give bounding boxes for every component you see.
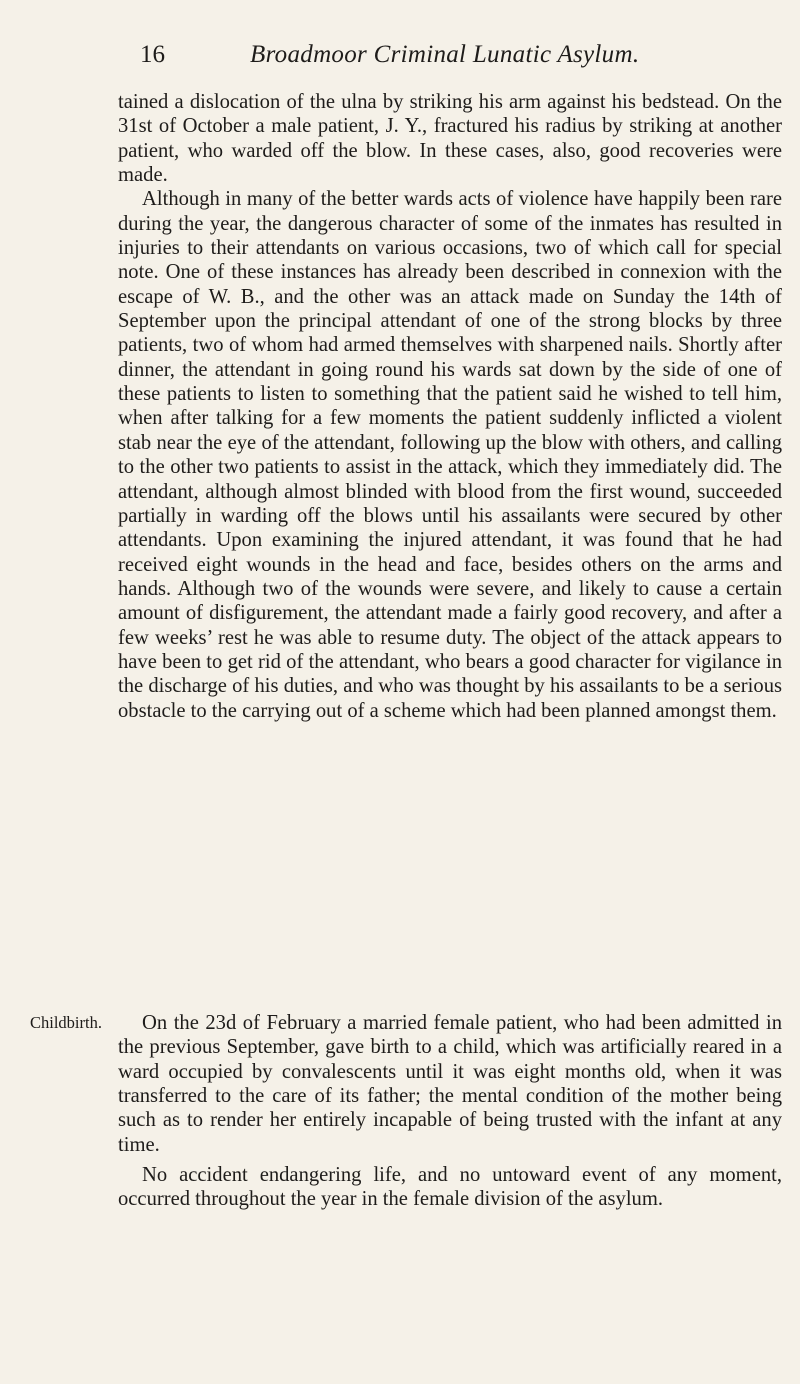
childbirth-section [118, 1011, 782, 1157]
paragraph-female-division: No accident endangering life, and no untoward event of any moment, occurred throughout the year in the female division of the asylum. [118, 1164, 782, 1211]
page-header [140, 38, 780, 72]
paragraph-childbirth: On the 23d of February a married female patient, who had been admitted in the previous September, gave birth to a child, which was artificially reared in a ward occupied by convalescents until it was eight months old, when it was transferred to the care of its father; the mental condition of the mother being such as to render her entirely incapable of being trusted with the infant at any time. [118, 1012, 782, 1156]
sidenote-childbirth: Childbirth. [30, 1013, 102, 1032]
paragraph-continuation: tained a dislocation of the ulna by striking his arm against his bedstead. On the 31st of October a male patient, J. Y., fractured his radius by striking at another patient, who warded off the blow. In these cases, also, good recoveries were made. [118, 91, 782, 187]
main-text-block [118, 90, 782, 723]
page-number: 16 [140, 41, 165, 68]
running-title: Broadmoor Criminal Lunatic Asylum. [250, 41, 640, 68]
female-division-section [118, 1163, 782, 1212]
paragraph-attack-on-attendant: Although in many of the better wards acts of violence have happily been rare during the year, the dangerous character of some of the inmates has resulted in injuries to their attendants on various occasions, two of which call for special note. One of these instances has already been described in connexion with the escape of W. B., and the other was an attack made on Sunday the 14th of September upon the principal attendant of one of the strong blocks by three patients, two of whom had armed themselves with sharpened nails. Shortly after dinner, the attendant in going round his wards sat down by the side of one of these patients to listen to something that the patient said he wished to tell him, when after talking for a few moments the patient suddenly inflicted a violent stab near the eye of the attendant, following up the blow with others, and calling to the other two patients to assist in the attack, which they immediately did. The attendant, although almost blinded with blood from the first wound, succeeded partially in warding off the blows until his assailants were secured by other attendants. Upon examining the injured attendant, it was found that he had received eight wounds in the head and face, besides others on the arms and hands. Although two of the wounds were severe, and likely to cause a certain amount of disfigurement, the attendant made a fairly good recovery, and after a few weeks’ rest he was able to resume duty. The object of the attack appears to have been to get rid of the attendant, who bears a good character for vigilance in the discharge of his duties, and who was thought by his assailants to be a serious obstacle to the carrying out of a scheme which had been planned amongst them. [118, 188, 782, 722]
